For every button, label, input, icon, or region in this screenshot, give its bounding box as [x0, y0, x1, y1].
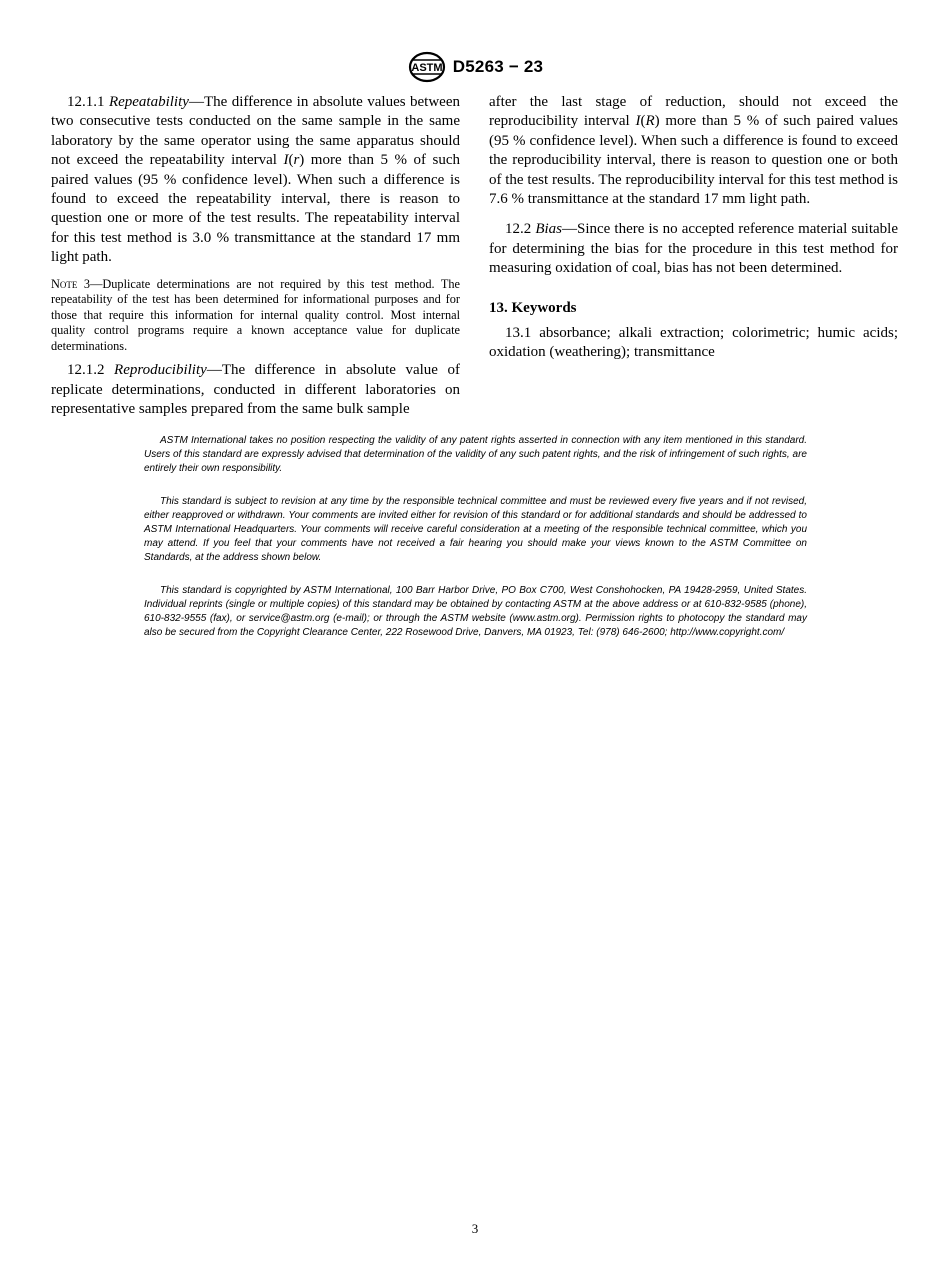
revision-notice: This standard is subject to revision at any time by the responsible technical committee and must be reviewed every five years and if not revised, either reapproved or withdrawn. Your comments are invited either for revision of this standard or for additional standards and should be addressed to ASTM International Headquarters. Your comments will receive careful consideration at a meeting of the responsible technical committee, which you may attend. If you feel that your comments have not received a fair hearing you should make your views known to the ASTM Committee on Standards, at the address shown below. [144, 496, 807, 563]
note-3: Note 3—Duplicate determinations are not required by this test method. The repeatability of the test has been determined for informational purposes and for those that require this information for internal quality control. Most internal quality control programs require a known acceptance value for duplicate determinations. [51, 276, 460, 353]
paragraph-bias: 12.2 Bias—Since there is no accepted reference material suitable for determining the bias for the procedure in this test method for measuring oxidation of coal, bias has not been determined. [489, 221, 898, 277]
page-header [0, 50, 950, 84]
paragraph-reproducibility: 12.1.2 Reproducibility—The difference in absolute value of replicate determinations, conducted in different laboratories on representative samples prepared from the same bulk sample [51, 362, 461, 417]
paragraph-reproducibility-continued: after the last stage of reduction, should not exceed the reproducibility interval I(R) more than 5 % of such paired values (95 % confidence level). When such a difference is found to exceed the reproducibility interval, there is reason to question one or both of the test results. The reproducibility interval for this test method is 7.6 % transmittance at the standard 17 mm light path. [489, 94, 898, 208]
left-column [51, 93, 460, 419]
paragraph-keywords: 13.1 absorbance; alkali extraction; colorimetric; humic acids; oxidation (weathering); transmittance [489, 325, 898, 361]
section-heading-keywords: 13. Keywords [489, 299, 577, 316]
copyright-notice: This standard is copyrighted by ASTM International, 100 Barr Harbor Drive, PO Box C700, West Conshohocken, PA 19428-2959, United States. Individual reprints (single or multiple copies) of this standard may be obtained by contacting ASTM at the above address or at 610-832-9585 (phone), 610-832-9555 (fax), or service@astm.org (e-mail); or through the ASTM website (www.astm.org). Permission rights to photocopy the standard may also be secured from the Copyright Clearance Center, 222 Rosewood Drive, Danvers, MA 01923, Tel: (978) 646-2600; http://www.copyright.com/ [144, 585, 807, 638]
disclaimer-block [144, 434, 807, 660]
svg-text:ASTM: ASTM [411, 62, 443, 74]
patent-disclaimer: ASTM International takes no position respecting the validity of any patent rights asserted in connection with any item mentioned in this standard. Users of this standard are expressly advised that determination of the validity of any such patent rights, and the risk of infringement of such rights, are entirely their own responsibility. [144, 435, 807, 474]
astm-logo-icon [407, 51, 447, 83]
paragraph-repeatability: 12.1.1 Repeatability—The difference in absolute values between two consecutive tests conducted on the same sample in the same laboratory by the same operator using the same apparatus should not exceed the repeatability interval I(r) more than 5 % of such paired values (95 % confidence level). When such a difference is found to exceed the repeatability interval, there is reason to question one or more of the test results. The repeatability interval for this test method is 3.0 % transmittance at the standard 17 mm light path. [51, 94, 460, 266]
standard-designation: D5263 − 23 [452, 57, 544, 76]
right-column [489, 93, 898, 363]
page-number: 3 [471, 1221, 479, 1236]
